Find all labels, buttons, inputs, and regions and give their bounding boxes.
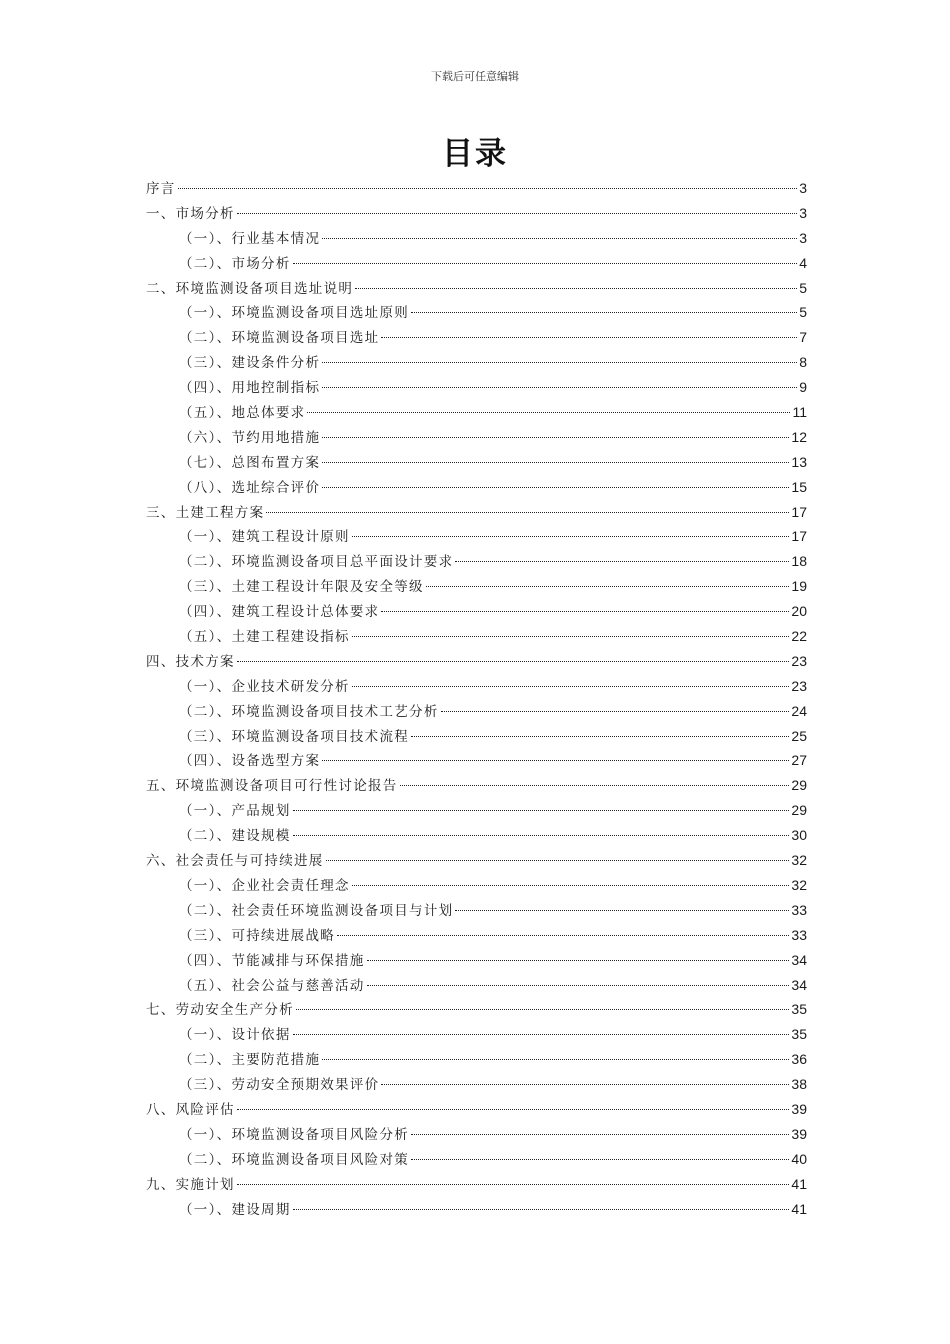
toc-page-number: 5 — [799, 279, 807, 296]
toc-dot-leader — [322, 437, 789, 438]
toc-page-number: 13 — [791, 453, 807, 470]
toc-entry-text: （四）、节能减排与环保措施 — [179, 952, 365, 969]
toc-page-number: 39 — [791, 1100, 807, 1117]
toc-entry-text: （一）、企业技术研发分析 — [179, 678, 350, 695]
toc-section-entry[interactable] — [146, 748, 807, 773]
toc-dot-leader — [352, 536, 790, 537]
toc-section-entry[interactable] — [146, 350, 807, 375]
toc-page-number: 7 — [799, 329, 807, 346]
toc-section-entry[interactable] — [146, 375, 807, 400]
toc-dot-leader — [352, 636, 790, 637]
toc-entry-text: （一）、环境监测设备项目风险分析 — [179, 1126, 410, 1143]
toc-entry-text: （四）、建筑工程设计总体要求 — [179, 604, 380, 621]
toc-entry-text: （三）、环境监测设备项目技术流程 — [179, 728, 410, 745]
toc-chapter-entry[interactable] — [146, 997, 807, 1022]
toc-entry-text: （三）、劳动安全预期效果评价 — [179, 1077, 380, 1094]
toc-section-entry[interactable] — [146, 1022, 807, 1047]
toc-section-entry[interactable] — [146, 1197, 807, 1222]
toc-entry-text: （六）、节约用地措施 — [179, 429, 321, 446]
toc-page-number: 24 — [791, 702, 807, 719]
toc-page-number: 23 — [791, 652, 807, 669]
toc-dot-leader — [237, 661, 790, 662]
toc-dot-leader — [381, 1084, 789, 1085]
toc-entry-text: （五）、社会公益与慈善活动 — [179, 977, 365, 994]
toc-dot-leader — [326, 860, 790, 861]
toc-entry-text: （二）、环境监测设备项目风险对策 — [179, 1151, 410, 1168]
toc-page-number: 11 — [792, 404, 807, 421]
toc-dot-leader — [352, 686, 790, 687]
toc-section-entry[interactable] — [146, 300, 807, 325]
toc-chapter-entry[interactable] — [146, 176, 807, 201]
toc-page-number: 19 — [791, 578, 807, 595]
toc-entry-text: （一）、企业社会责任理念 — [179, 877, 350, 894]
toc-page-number: 27 — [791, 752, 807, 769]
toc-dot-leader — [411, 1159, 789, 1160]
toc-page-number: 34 — [791, 951, 807, 968]
toc-title: 目录 — [442, 136, 508, 172]
toc-page-number: 17 — [791, 528, 807, 545]
toc-entry-text: （一）、设计依据 — [179, 1027, 291, 1044]
toc-dot-leader — [237, 1109, 790, 1110]
toc-chapter-entry[interactable] — [146, 773, 807, 798]
toc-section-entry[interactable] — [146, 699, 807, 724]
toc-page-number: 41 — [791, 1200, 807, 1217]
toc-dot-leader — [411, 312, 797, 313]
toc-dot-leader — [322, 238, 797, 239]
toc-section-entry[interactable] — [146, 624, 807, 649]
toc-page-number: 8 — [799, 354, 807, 371]
toc-page-number: 33 — [791, 901, 807, 918]
toc-chapter-entry[interactable] — [146, 201, 807, 226]
toc-dot-leader — [237, 213, 797, 214]
toc-dot-leader — [307, 412, 790, 413]
toc-page-number: 22 — [791, 628, 807, 645]
toc-list — [146, 176, 807, 1221]
toc-entry-text: （四）、设备选型方案 — [179, 753, 321, 770]
toc-section-entry[interactable] — [146, 549, 807, 574]
toc-entry-text: （二）、环境监测设备项目总平面设计要求 — [179, 554, 454, 571]
toc-dot-leader — [381, 337, 797, 338]
toc-page-number: 23 — [791, 677, 807, 694]
toc-dot-leader — [322, 1059, 789, 1060]
toc-chapter-entry[interactable] — [146, 500, 807, 525]
toc-dot-leader — [293, 835, 790, 836]
toc-page-number: 40 — [791, 1150, 807, 1167]
toc-entry-text: （一）、产品规划 — [179, 803, 291, 820]
toc-section-entry[interactable] — [146, 425, 807, 450]
toc-page-number: 5 — [799, 304, 807, 321]
toc-entry-text: （二）、市场分析 — [179, 255, 291, 272]
toc-page-number: 32 — [791, 876, 807, 893]
toc-section-entry[interactable] — [146, 574, 807, 599]
toc-dot-leader — [367, 985, 790, 986]
toc-dot-leader — [355, 288, 797, 289]
toc-page-number: 12 — [791, 428, 807, 445]
toc-entry-text: 三、土建工程方案 — [146, 504, 265, 521]
toc-page-number: 3 — [799, 204, 807, 221]
toc-entry-text: （三）、建设条件分析 — [179, 355, 321, 372]
toc-entry-text: （五）、土建工程建设指标 — [179, 629, 350, 646]
toc-dot-leader — [381, 611, 789, 612]
toc-chapter-entry[interactable] — [146, 276, 807, 301]
toc-entry-text: 七、劳动安全生产分析 — [146, 1002, 294, 1019]
toc-section-entry[interactable] — [146, 898, 807, 923]
toc-chapter-entry[interactable] — [146, 1172, 807, 1197]
toc-section-entry[interactable] — [146, 450, 807, 475]
toc-dot-leader — [266, 512, 789, 513]
toc-dot-leader — [296, 1009, 789, 1010]
toc-entry-text: （一）、建筑工程设计原则 — [179, 529, 350, 546]
toc-page-number: 33 — [791, 926, 807, 943]
toc-section-entry[interactable] — [146, 798, 807, 823]
toc-dot-leader — [455, 910, 789, 911]
toc-section-entry[interactable] — [146, 475, 807, 500]
toc-entry-text: （八）、选址综合评价 — [179, 479, 321, 496]
toc-dot-leader — [322, 760, 789, 761]
toc-entry-text: 八、风险评估 — [146, 1101, 235, 1118]
toc-section-entry[interactable] — [146, 1122, 807, 1147]
toc-section-entry[interactable] — [146, 948, 807, 973]
toc-entry-text: （二）、环境监测设备项目选址 — [179, 330, 380, 347]
toc-page-number: 18 — [791, 553, 807, 570]
toc-section-entry[interactable] — [146, 873, 807, 898]
toc-section-entry[interactable] — [146, 1072, 807, 1097]
toc-dot-leader — [411, 1134, 789, 1135]
toc-section-entry[interactable] — [146, 674, 807, 699]
toc-page-number: 36 — [791, 1051, 807, 1068]
toc-entry-text: （四）、用地控制指标 — [179, 380, 321, 397]
toc-dot-leader — [293, 810, 790, 811]
toc-dot-leader — [322, 387, 797, 388]
toc-page-number: 35 — [791, 1001, 807, 1018]
toc-section-entry[interactable] — [146, 524, 807, 549]
toc-page-number: 38 — [791, 1076, 807, 1093]
toc-dot-leader — [293, 1034, 790, 1035]
toc-dot-leader — [178, 188, 798, 189]
toc-page-number: 25 — [791, 727, 807, 744]
toc-page-number: 34 — [791, 976, 807, 993]
toc-entry-text: （一）、环境监测设备项目选址原则 — [179, 305, 410, 322]
toc-page-number: 29 — [791, 777, 807, 794]
toc-dot-leader — [400, 785, 790, 786]
toc-entry-text: （七）、总图布置方案 — [179, 454, 321, 471]
toc-page-number: 39 — [791, 1125, 807, 1142]
toc-dot-leader — [337, 935, 789, 936]
toc-chapter-entry[interactable] — [146, 1097, 807, 1122]
toc-entry-text: 六、社会责任与可持续进展 — [146, 853, 324, 870]
toc-entry-text: （五）、地总体要求 — [179, 405, 306, 422]
toc-page-number: 9 — [799, 379, 807, 396]
toc-chapter-entry[interactable] — [146, 848, 807, 873]
toc-dot-leader — [411, 736, 789, 737]
toc-entry-text: （三）、可持续进展战略 — [179, 927, 336, 944]
toc-page-number: 29 — [791, 802, 807, 819]
toc-dot-leader — [441, 711, 790, 712]
toc-section-entry[interactable] — [146, 923, 807, 948]
toc-dot-leader — [455, 561, 789, 562]
toc-dot-leader — [237, 1184, 790, 1185]
toc-section-entry[interactable] — [146, 1047, 807, 1072]
toc-entry-text: （二）、主要防范措施 — [179, 1052, 321, 1069]
toc-section-entry[interactable] — [146, 823, 807, 848]
toc-entry-text: （三）、土建工程设计年限及安全等级 — [179, 579, 424, 596]
toc-section-entry[interactable] — [146, 724, 807, 749]
toc-dot-leader — [426, 586, 790, 587]
toc-page-number: 30 — [791, 827, 807, 844]
toc-entry-text: （二）、社会责任环境监测设备项目与计划 — [179, 902, 454, 919]
toc-entry-text: 五、环境监测设备项目可行性讨论报告 — [146, 778, 398, 795]
toc-page-number: 32 — [791, 852, 807, 869]
toc-entry-text: 四、技术方案 — [146, 653, 235, 670]
toc-page-number: 3 — [799, 229, 807, 246]
toc-dot-leader — [293, 263, 798, 264]
toc-entry-text: 九、实施计划 — [146, 1176, 235, 1193]
toc-entry-text: 序言 — [146, 181, 176, 197]
toc-section-entry[interactable] — [146, 973, 807, 998]
toc-page-number: 20 — [791, 603, 807, 620]
toc-entry-text: 二、环境监测设备项目选址说明 — [146, 280, 354, 297]
toc-dot-leader — [322, 487, 789, 488]
toc-page-number: 41 — [791, 1175, 807, 1192]
toc-entry-text: （一）、建设周期 — [179, 1201, 291, 1218]
toc-entry-text: （二）、建设规模 — [179, 828, 291, 845]
toc-entry-text: （一）、行业基本情况 — [179, 230, 321, 247]
toc-page-number: 35 — [791, 1026, 807, 1043]
toc-section-entry[interactable] — [146, 400, 807, 425]
toc-entry-text: （二）、环境监测设备项目技术工艺分析 — [179, 703, 439, 720]
toc-section-entry[interactable] — [146, 1147, 807, 1172]
toc-section-entry[interactable] — [146, 325, 807, 350]
toc-dot-leader — [322, 362, 797, 363]
toc-dot-leader — [293, 1209, 790, 1210]
toc-page-number: 17 — [791, 503, 807, 520]
toc-section-entry[interactable] — [146, 251, 807, 276]
toc-chapter-entry[interactable] — [146, 649, 807, 674]
toc-dot-leader — [367, 960, 790, 961]
toc-page-number: 15 — [791, 478, 807, 495]
header-note: 下载后可任意编辑 — [431, 70, 519, 83]
toc-section-entry[interactable] — [146, 226, 807, 251]
toc-page-number: 3 — [799, 180, 807, 196]
toc-page-number: 4 — [799, 254, 807, 271]
toc-entry-text: 一、市场分析 — [146, 205, 235, 222]
toc-dot-leader — [322, 462, 789, 463]
toc-dot-leader — [352, 885, 790, 886]
toc-section-entry[interactable] — [146, 599, 807, 624]
